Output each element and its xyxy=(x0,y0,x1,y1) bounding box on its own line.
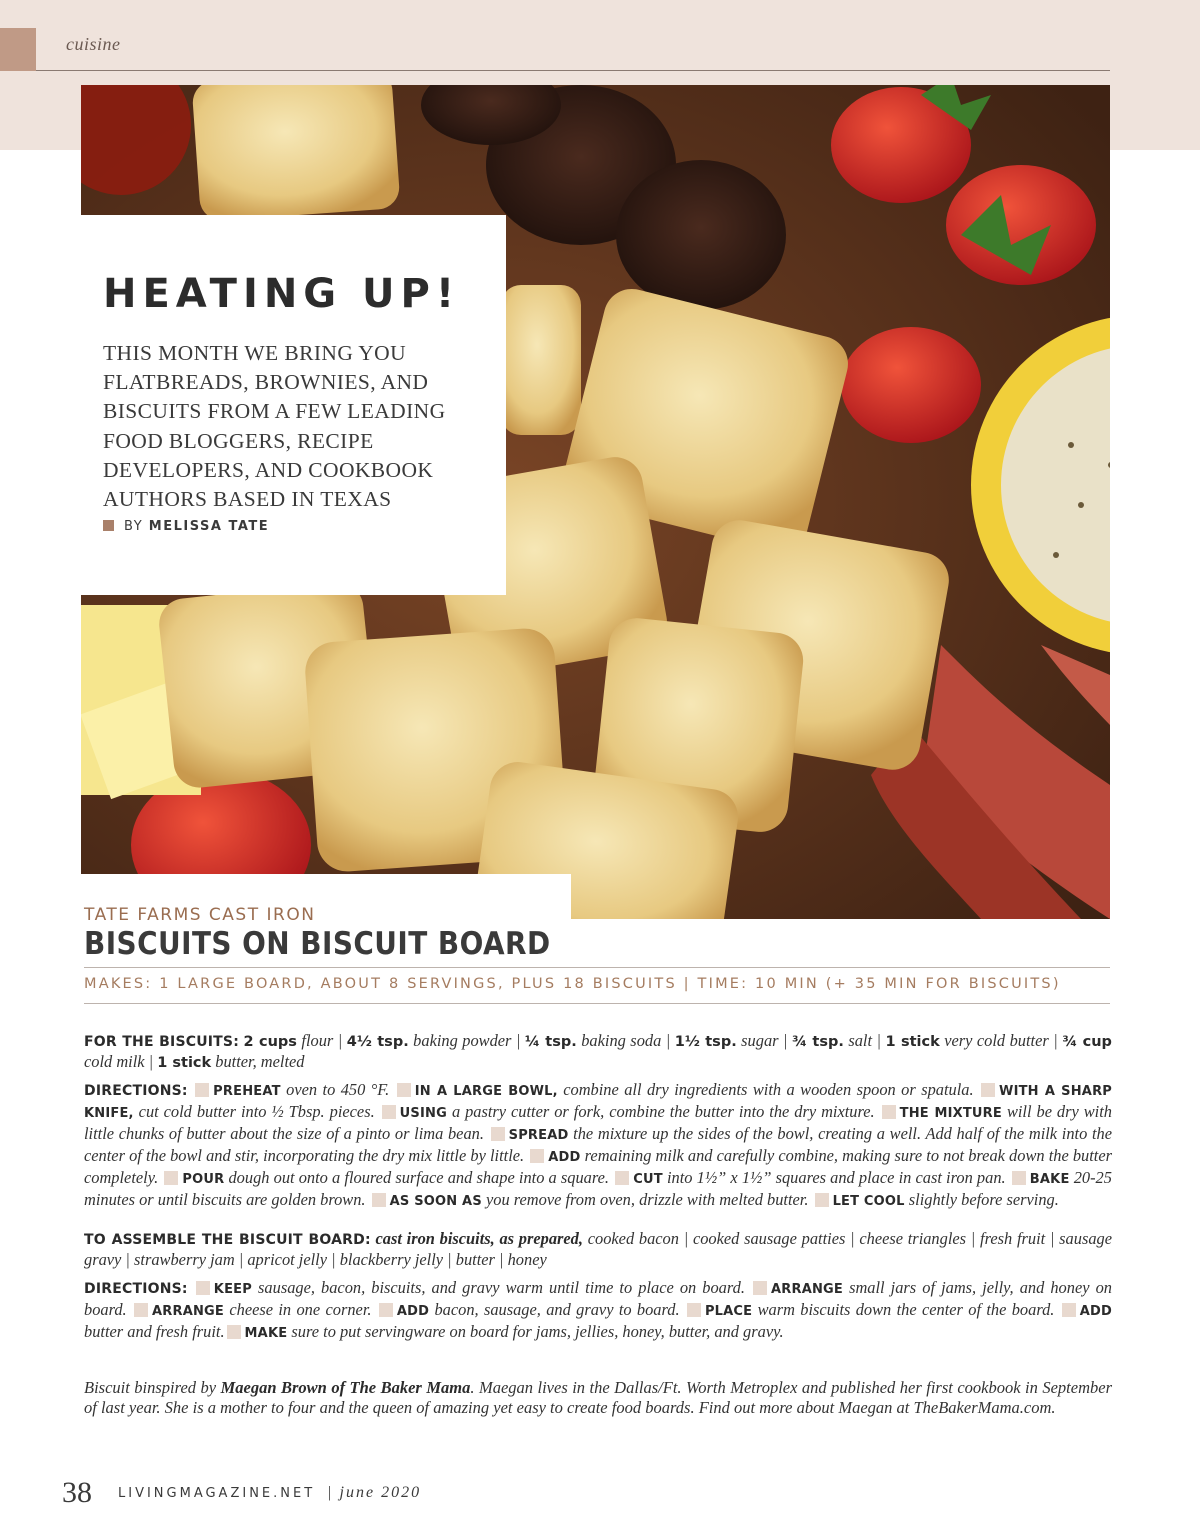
step-marker-icon xyxy=(491,1127,505,1141)
board-item: butter xyxy=(455,1250,495,1269)
ingredient-qty: 1 stick xyxy=(885,1034,940,1050)
step-text: bacon, sausage, and gravy to board. xyxy=(434,1300,680,1319)
step-marker-icon xyxy=(981,1083,995,1097)
board-item: cooked sausage patties xyxy=(692,1229,846,1248)
step-keyword: ARRANGE xyxy=(771,1282,843,1297)
assemble-label: TO ASSEMBLE THE BISCUIT BOARD: xyxy=(84,1232,371,1248)
step-marker-icon xyxy=(530,1149,544,1163)
step-text: cheese in one corner. xyxy=(229,1300,372,1319)
ingredient-name: cold milk xyxy=(84,1052,145,1071)
step-text: dough out onto a floured surface and shape into a square. xyxy=(228,1168,610,1187)
step-text: combine all dry ingredients with a wooden spoon or spatula. xyxy=(563,1080,974,1099)
step-keyword: USING xyxy=(399,1106,447,1121)
ingredient-name: baking powder xyxy=(413,1031,512,1050)
step-text: into 1½” x 1½” squares and place in cast iron pan. xyxy=(666,1168,1006,1187)
byline-square-icon xyxy=(103,520,114,531)
step-keyword: PREHEAT xyxy=(213,1084,281,1099)
header-rule xyxy=(36,70,1110,71)
section-label: cuisine xyxy=(66,34,121,54)
step-text: will be dry with little chunks of butter about the size of a pinto or lima bean. xyxy=(84,1102,1112,1143)
step-text: sausage, bacon, biscuits, and gravy warm until time to place on board. xyxy=(258,1278,745,1297)
step-text: the mixture up the sides of the bowl, creating a well. Add half of the milk into the center of the bowl and stir, incorporating the dry mix little by little. xyxy=(84,1124,1112,1165)
board-item: cheese triangles xyxy=(859,1229,967,1248)
step-keyword: MAKE xyxy=(244,1326,288,1341)
bio-intro: Biscuit binspired by xyxy=(84,1378,217,1397)
step-keyword: CUT xyxy=(633,1172,663,1187)
recipe-kicker: TATE FARMS CAST IRON xyxy=(84,905,316,925)
step-marker-icon xyxy=(164,1171,178,1185)
step-marker-icon xyxy=(382,1105,396,1119)
ingredient-qty: ¼ tsp. xyxy=(524,1034,577,1050)
ingredient-qty: ¾ tsp. xyxy=(791,1034,844,1050)
directions-label: DIRECTIONS: xyxy=(84,1281,188,1297)
step-marker-icon xyxy=(196,1281,210,1295)
recipe-rule-top xyxy=(84,967,1110,968)
ingredient-qty: 2 cups xyxy=(243,1034,297,1050)
step-keyword: WITH A SHARP KNIFE, xyxy=(84,1084,1113,1121)
step-keyword: BAKE xyxy=(1029,1172,1070,1187)
page-number: 38 xyxy=(62,1476,92,1509)
board-item: cooked bacon xyxy=(587,1229,679,1248)
board-ingredients: TO ASSEMBLE THE BISCUIT BOARD: cast iron biscuits, as prepared, cooked bacon | cooked sausage patties | cheese triangles | fresh fruit | sausage gravy | strawberry jam | apricot jelly | blackberry jelly | butter | honey xyxy=(84,1229,1112,1269)
step-text: oven to 450 °F. xyxy=(286,1080,390,1099)
step-keyword: IN A LARGE BOWL, xyxy=(414,1084,558,1099)
ingredient-qty: 4½ tsp. xyxy=(346,1034,409,1050)
byline xyxy=(103,519,269,534)
step-text: small jars of jams, jelly, and honey on board. xyxy=(84,1278,1112,1319)
step-text: 20-25 minutes or until biscuits are golden brown. xyxy=(84,1168,1112,1209)
contributor-bio xyxy=(84,1378,1112,1418)
step-marker-icon xyxy=(1062,1303,1076,1317)
recipe-rule-bottom xyxy=(84,1003,1110,1004)
byline-author: MELISSA TATE xyxy=(148,519,270,534)
assemble-lead: cast iron biscuits, as prepared, xyxy=(375,1229,583,1248)
step-marker-icon xyxy=(687,1303,701,1317)
step-text: cut cold butter into ½ Tbsp. pieces. xyxy=(138,1102,375,1121)
step-keyword: PLACE xyxy=(704,1304,753,1319)
board-item: strawberry jam xyxy=(134,1250,235,1269)
step-marker-icon xyxy=(882,1105,896,1119)
ingredients-label: FOR THE BISCUITS: xyxy=(84,1034,240,1050)
ingredient-qty: 1½ tsp. xyxy=(674,1034,737,1050)
ingredient-name: flour xyxy=(301,1031,334,1050)
step-marker-icon xyxy=(372,1193,386,1207)
step-marker-icon xyxy=(397,1083,411,1097)
step-marker-icon xyxy=(753,1281,767,1295)
step-text: slightly before serving. xyxy=(908,1190,1059,1209)
step-keyword: ARRANGE xyxy=(152,1304,224,1319)
biscuit-directions xyxy=(84,1080,1112,1212)
board-directions xyxy=(84,1278,1112,1344)
step-text: butter and fresh fruit. xyxy=(84,1322,225,1341)
step-marker-icon xyxy=(134,1303,148,1317)
step-text: sure to put servingware on board for jams, jellies, honey, butter, and gravy. xyxy=(291,1322,784,1341)
ingredient-name: baking soda xyxy=(581,1031,662,1050)
step-marker-icon xyxy=(1012,1171,1026,1185)
bio-name: Maegan Brown of The Baker Mama xyxy=(220,1378,471,1397)
step-keyword: ADD xyxy=(548,1150,581,1165)
step-marker-icon xyxy=(379,1303,393,1317)
step-keyword: AS SOON AS xyxy=(389,1194,482,1209)
step-text: warm biscuits down the center of the board. xyxy=(757,1300,1055,1319)
recipe-title: BISCUITS ON BISCUIT BOARD xyxy=(84,926,551,962)
step-marker-icon xyxy=(195,1083,209,1097)
feature-dek: THIS MONTH WE BRING YOU FLATBREADS, BROWNIES, AND BISCUITS FROM A FEW LEADING FOOD BLOGGERS, RECIPE DEVELOPERS, AND COOKBOOK AUTHORS BASED IN TEXAS xyxy=(103,341,446,512)
step-text: you remove from oven, drizzle with melted butter. xyxy=(486,1190,809,1209)
bio-text: . Maegan lives in the Dallas/Ft. Worth Metroplex and published her first cookbook in September of last year. She is a mother to four and the queen of amazing yet easy to create food boards. Find out more about Maegan at TheBakerMama.com. xyxy=(84,1378,1113,1417)
ingredient-qty: ¾ cup xyxy=(1062,1034,1112,1050)
biscuit-ingredients: FOR THE BISCUITS: 2 cups flour | 4½ tsp. baking powder | ¼ tsp. baking soda | 1½ tsp. sugar | ¾ tsp. salt | 1 stick very cold butter | ¾ cup cold milk | 1 stick butter, melted xyxy=(84,1031,1112,1071)
byline-prefix: BY xyxy=(124,519,144,534)
step-keyword: LET COOL xyxy=(832,1194,905,1209)
ingredient-name: sugar xyxy=(741,1031,779,1050)
step-text: a pastry cutter or fork, combine the butter into the dry mixture. xyxy=(451,1102,875,1121)
board-item: apricot jelly xyxy=(247,1250,328,1269)
step-marker-icon xyxy=(615,1171,629,1185)
step-keyword: SPREAD xyxy=(508,1128,569,1143)
board-item: sausage gravy xyxy=(84,1229,1112,1269)
board-item: blackberry jelly xyxy=(339,1250,444,1269)
section-tab xyxy=(0,28,36,71)
directions-label: DIRECTIONS: xyxy=(84,1083,188,1099)
page-footer xyxy=(62,1476,421,1510)
board-item: fresh fruit xyxy=(980,1229,1046,1248)
ingredient-name: salt xyxy=(848,1031,873,1050)
feature-title-box xyxy=(81,215,506,595)
board-item: honey xyxy=(507,1250,547,1269)
step-keyword: KEEP xyxy=(213,1282,252,1297)
footer-issue: | june 2020 xyxy=(327,1484,422,1501)
ingredient-name: very cold butter xyxy=(944,1031,1049,1050)
ingredient-qty: 1 stick xyxy=(157,1055,212,1071)
step-text: remaining milk and carefully combine, making sure to not break down the butter completely. xyxy=(84,1146,1112,1187)
step-keyword: THE MIXTURE xyxy=(899,1106,1002,1121)
footer-site: LIVINGMAGAZINE.NET xyxy=(118,1485,316,1501)
ingredient-name: butter, melted xyxy=(215,1052,305,1071)
recipe-makes: MAKES: 1 LARGE BOARD, ABOUT 8 SERVINGS, PLUS 18 BISCUITS | TIME: 10 MIN (+ 35 MIN FOR BISCUITS) xyxy=(84,976,1061,992)
step-keyword: POUR xyxy=(182,1172,225,1187)
step-keyword: ADD xyxy=(1079,1304,1112,1319)
step-keyword: ADD xyxy=(396,1304,430,1319)
feature-title: HEATING UP! xyxy=(103,271,461,317)
step-marker-icon xyxy=(227,1325,241,1339)
step-marker-icon xyxy=(815,1193,829,1207)
